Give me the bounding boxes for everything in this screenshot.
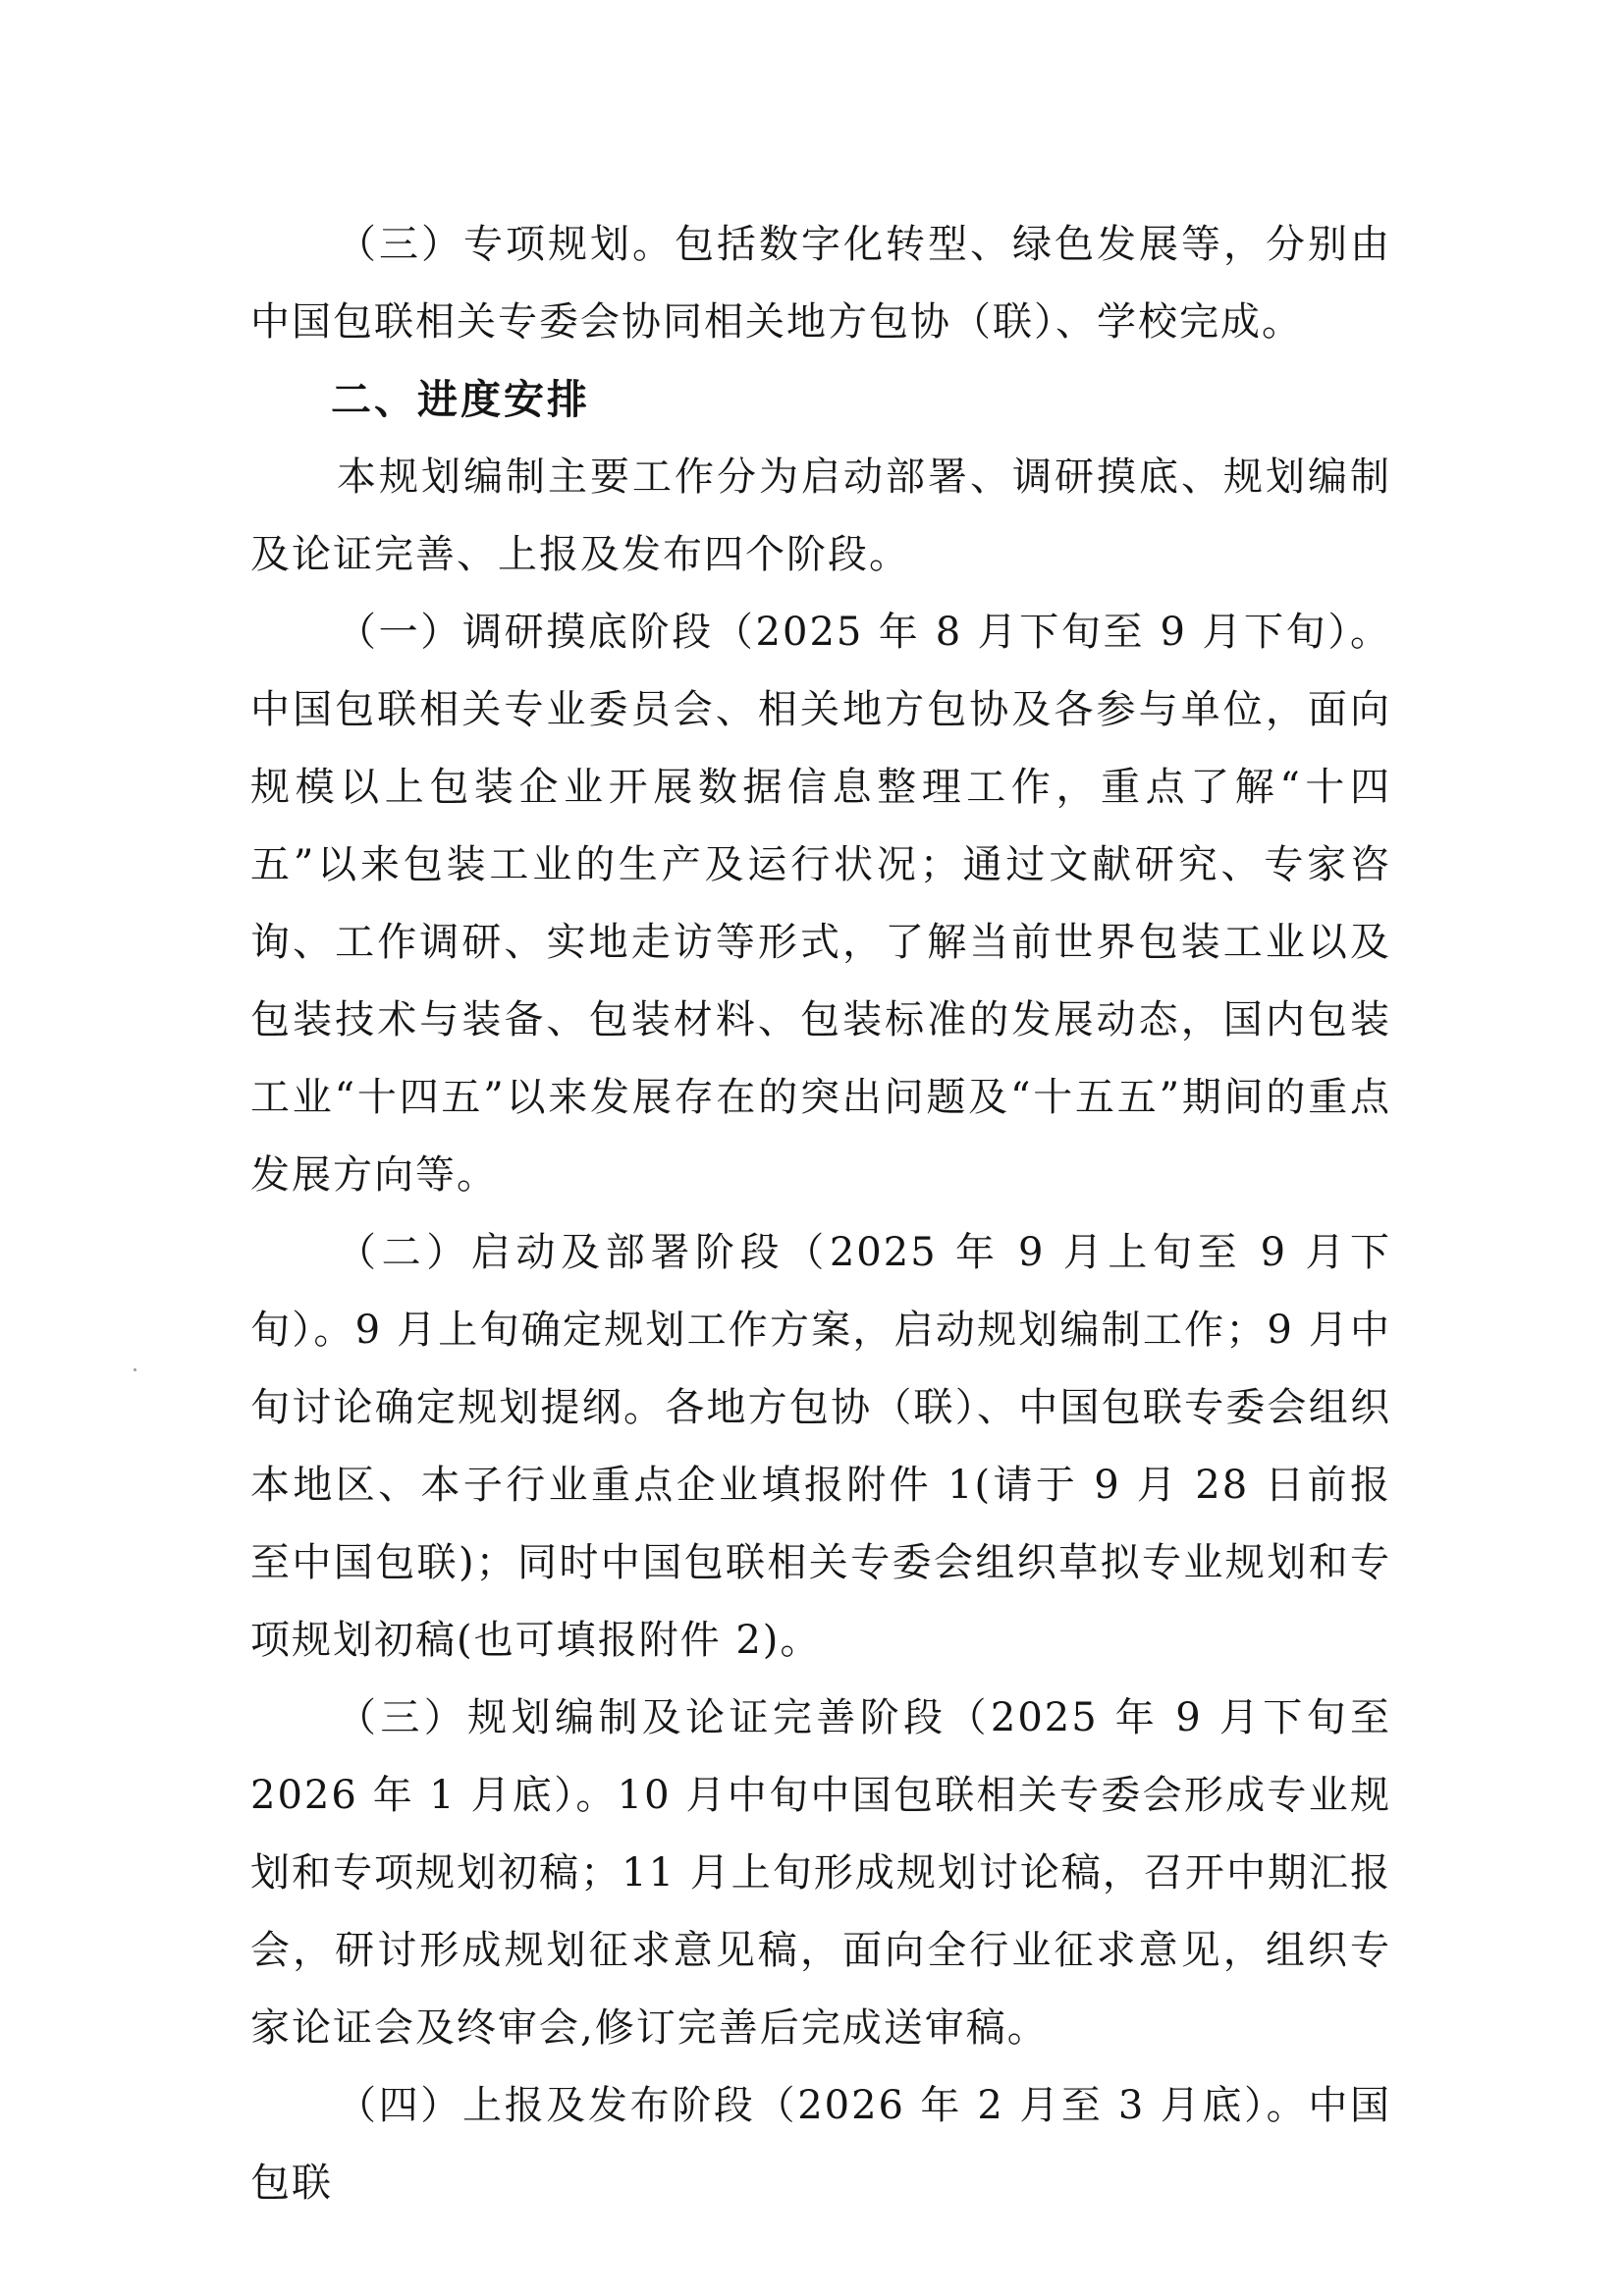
paragraph-stage-launch: （二）启动及部署阶段（2025 年 9 月上旬至 9 月下旬）。9 月上旬确定规划工作方案，启动规划编制工作；9 月中旬讨论确定规划提纲。各地方包协（联）、中国包联专委会组织本地区、本子行业重点企业填报附件 1(请于 9 月 28 日前报至中国包联)；同时中国包联相关专委会组织草拟专业规划和专项规划初稿(也可填报附件 2)。 — [250, 1230, 1391, 1663]
paragraph-special-planning: （三）专项规划。包括数字化转型、绿色发展等，分别由中国包联相关专委会协同相关地方包协（联）、学校完成。 — [250, 222, 1391, 345]
scan-speck — [134, 1368, 136, 1371]
paragraph-stage-release: （四）上报及发布阶段（2026 年 2 月至 3 月底）。中国包联 — [250, 2083, 1391, 2206]
section-heading-schedule: 二、进度安排 — [331, 376, 590, 423]
paragraph-stage-research: （一）调研摸底阶段（2025 年 8 月下旬至 9 月下旬）。中国包联相关专业委员会、相关地方包协及各参与单位，面向规模以上包装企业开展数据信息整理工作，重点了解“十四五”以来包装工业的生产及运行状况；通过文献研究、专家咨询、工作调研、实地走访等形式，了解当前世界包装工业以及包装技术与装备、包装材料、包装标准的发展动态，国内包装工业“十四五”以来发展存在的突出问题及“十五五”期间的重点发展方向等。 — [250, 610, 1391, 1198]
paragraph-schedule-overview: 本规划编制主要工作分为启动部署、调研摸底、规划编制及论证完善、上报及发布四个阶段。 — [250, 454, 1391, 577]
paragraph-stage-drafting: （三）规划编制及论证完善阶段（2025 年 9 月下旬至 2026 年 1 月底）。10 月中旬中国包联相关专委会形成专业规划和专项规划初稿；11 月上旬形成规划讨论稿，召开中期汇报会，研讨形成规划征求意见稿，面向全行业征求意见，组织专家论证会及终审会,修订完善后完成送审稿。 — [250, 1695, 1391, 2051]
document-body — [250, 206, 1391, 2222]
